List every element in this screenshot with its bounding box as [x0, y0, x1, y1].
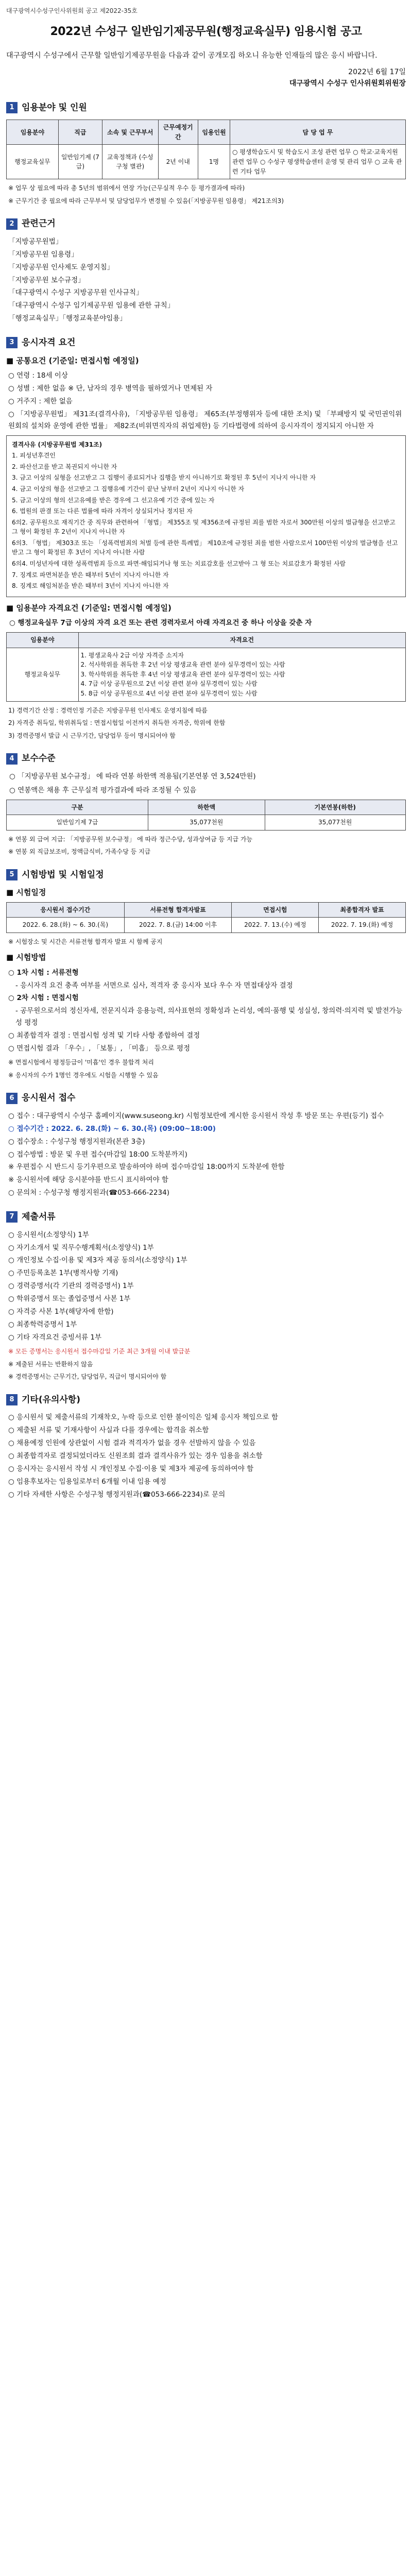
- table-header: 구분: [7, 800, 148, 815]
- req-line: 3. 학사학위를 취득한 후 4년 이상 평생교육 관련 분야 실무경력이 있는 사람: [80, 670, 285, 678]
- table-header: 하한액: [148, 800, 265, 815]
- table-cell: 일반임기제 (7급): [58, 145, 102, 179]
- table-header: 최종합격자 발표: [319, 902, 406, 918]
- table-row: [7, 648, 406, 701]
- section-title: 시험방법 및 시험일정: [22, 869, 104, 880]
- table-header: 소속 및 근무부서: [102, 120, 159, 145]
- section-5-heading: [6, 868, 406, 882]
- list-item: ○ 채용예정 인원에 상관없이 시험 결과 적격자가 없을 경우 선발하지 않을 수 있음: [8, 1439, 256, 1448]
- list-item: ○ 성별 : 제한 없음 ※ 단, 남자의 경우 병역을 필하였거나 면제된 자: [8, 384, 213, 393]
- note: ※ 연봉 외 급여 지급: 「지방공무원 보수규정」 에 따라 정근수당, 성과상여금 등 지급 가능: [8, 835, 253, 843]
- box-line: 5. 금고 이상의 형의 선고유예를 받은 경우에 그 선고유예 기간 중에 있는 자: [12, 496, 215, 504]
- note: ※ 제출된 서류는 반환하지 않음: [8, 1360, 93, 1368]
- table-cell: 행정교육실무: [7, 648, 79, 701]
- req-line: 5. 8급 이상 공무원으로 4년 이상 관련 분야 실무경력이 있는 사람: [80, 690, 258, 698]
- common-requirements-list: [6, 370, 406, 432]
- qualification-table: [6, 632, 406, 702]
- schedule-table: [6, 902, 406, 933]
- table-header: 임용분야: [7, 120, 59, 145]
- table-cell: 2022. 7. 8.(금) 14:00 이후: [124, 918, 232, 933]
- list-item: ○ 2차 시험 : 면접시험: [8, 994, 79, 1003]
- section-2-heading: [6, 217, 406, 230]
- list-item: 「지방공무원 보수규정」: [8, 276, 85, 284]
- salary-detail: ○ 연봉액은 채용 후 근무실적 평가결과에 따라 조정될 수 있음: [9, 786, 197, 794]
- note: ※ 업무 상 필요에 따라 총 5년의 범위에서 연장 가능(근무실적 우수 등 평가결과에 따라): [8, 184, 245, 192]
- list-item: ○ 최종합격자 결정 : 면접시험 성적 및 기타 사항 종합하여 결정: [8, 1031, 200, 1040]
- req-line: 4. 7급 이상 공무원으로 2년 이상 관련 분야 실무경력이 있는 사람: [80, 680, 258, 688]
- list-item: ○ 자격증 사본 1부(해당자에 한함): [8, 1308, 114, 1316]
- list-item: ○ 연령 : 18세 이상: [8, 371, 68, 380]
- disqualification-box: [6, 435, 406, 597]
- exam-method-list: [6, 967, 406, 1055]
- table-header: 임용분야: [7, 633, 79, 648]
- box-line: 6의2. 공무원으로 재직기간 중 직무와 관련하여 「형법」 제355조 및 제356조에 규정된 죄를 범한 자로서 300만원 이상의 벌금형을 선고받고 그 형이 확정된 후 2년이 지나지 아니한 자: [12, 518, 396, 536]
- req-intro: ○ 행정교육실무 7급 이상의 자격 요건 또는 관련 경력자로서 아래 자격요건 중 하나 이상을 갖춘 자: [9, 619, 312, 628]
- section-number: 1: [6, 102, 18, 113]
- section-1-heading: [6, 101, 406, 114]
- section-6-heading: [6, 1091, 406, 1105]
- section-title: 관련근거: [22, 218, 56, 229]
- table-cell: 2022. 6. 28.(화) ~ 6. 30.(목): [7, 918, 125, 933]
- list-item: ○ 문의처 : 수성구청 행정지원과(☎053-666-2234): [8, 1189, 169, 1197]
- table-header: 면접시험: [232, 902, 319, 918]
- legal-basis-list: [6, 236, 406, 325]
- req-line: 1. 평생교육사 2급 이상 자격증 소지자: [80, 651, 184, 659]
- note: 3) 경력증명서 발급 시 근무기간, 담당업무 등이 명시되어야 함: [8, 732, 176, 739]
- list-item: 「행정교육실무」「행정교육분야임용」: [8, 314, 127, 323]
- list-item: ※ 응시원서에 해당 응시분야를 반드시 표시하여야 함: [8, 1176, 168, 1184]
- list-item: ○ 자기소개서 및 직무수행계획서(소정양식) 1부: [8, 1243, 154, 1252]
- table-row: [7, 918, 406, 933]
- note: ※ 연봉 외 직급보조비, 정액급식비, 가족수당 등 지급: [8, 848, 151, 856]
- table-header: 담 당 업 무: [230, 120, 406, 145]
- req-line: 2. 석사학위를 취득한 후 2년 이상 평생교육 관련 분야 실무경력이 있는 사람: [80, 661, 285, 669]
- section-number: 5: [6, 869, 18, 880]
- list-item: ○ 최종합격자로 결정되었더라도 신원조회 결과 결격사유가 있는 경우 임용을 취소함: [8, 1451, 263, 1460]
- table-cell: 행정교육실무: [7, 145, 59, 179]
- list-item: ○ 접수방법 : 방문 및 우편 접수(마감일 18:00 도착분까지): [8, 1150, 187, 1159]
- list-item: ○ 응시원서(소정양식) 1부: [8, 1230, 89, 1239]
- list-item: 「대구광역시 수성구 지방공무원 인사규칙」: [8, 289, 143, 297]
- table-header: 직급: [58, 120, 102, 145]
- section-title: 제출서류: [22, 1212, 56, 1223]
- section-3-heading: [6, 336, 406, 349]
- table-cell: 일반임기제 7급: [7, 815, 148, 831]
- section-title: 응시자격 요건: [22, 337, 76, 348]
- note: ※ 시험장소 및 시간은 서류전형 합격자 발표 시 함께 공지: [8, 938, 163, 945]
- announce-date: 2022년 6월 17일: [348, 68, 406, 77]
- note: 1) 경력기간 산정 : 경력인정 기준은 지방공무원 인사제도 운영지침에 따름: [8, 706, 208, 714]
- table-row: [7, 145, 406, 179]
- table-cell: 2022. 7. 13.(수) 예정: [232, 918, 319, 933]
- subsection-heading: ■ 시험방법: [6, 953, 46, 962]
- section-number: 3: [6, 337, 18, 348]
- table-cell: 2년 이내: [158, 145, 198, 179]
- box-line: 2. 파산선고를 받고 복권되지 아니한 자: [12, 463, 117, 470]
- list-item: ○ 접수기간 : 2022. 6. 28.(화) ~ 6. 30.(목) (09:00~18:00): [8, 1124, 216, 1133]
- table-row: [7, 815, 406, 831]
- note: ※ 면접시험에서 평정등급이 '미흡'인 경우 불합격 처리: [8, 1059, 154, 1066]
- section-number: 8: [6, 1394, 18, 1405]
- list-item: ○ 응시자는 응시원서 작성 시 개인정보 수집·이용 및 제3자 제공에 동의하여야 함: [8, 1464, 254, 1473]
- table-header: 서류전형 합격자발표: [124, 902, 232, 918]
- subsection-heading: ■ 공통요건 (기준일: 면접시험 예정일): [6, 355, 139, 365]
- table-header: 임용인원: [198, 120, 230, 145]
- list-item: ○ 임용후보자는 임용일로부터 6개월 이내 임용 예정: [8, 1477, 166, 1486]
- table-header: 근무예정기간: [158, 120, 198, 145]
- section-title: 응시원서 접수: [22, 1093, 76, 1104]
- box-line: 8. 징계로 해임처분을 받은 때부터 3년이 지나지 아니한 자: [12, 582, 169, 590]
- box-line: 6의4. 미성년자에 대한 성폭력범죄 등으로 파면·해임되거나 형 또는 치료감호를 선고받아 그 형 또는 치료감호가 확정된 사람: [12, 560, 346, 568]
- table-header: 자격요건: [78, 633, 406, 648]
- list-item: 「대구광역시 수성구 임기제공무원 임용에 관한 규칙」: [8, 301, 175, 310]
- list-item: ○ 최종학력증명서 1부: [8, 1320, 77, 1329]
- list-item: ○ 기타 자세한 사항은 수성구청 행정지원과(☎053-666-2234)로 문의: [8, 1490, 226, 1499]
- section-4-heading: [6, 752, 406, 765]
- box-line: 6. 법원의 판결 또는 다른 법률에 따라 자격이 상실되거나 정지된 자: [12, 507, 193, 515]
- intro-text: 대구광역시 수성구에서 근무할 일반임기제공무원을 다음과 같이 공개모집 하오니 유능한 인재들의 많은 응시 바랍니다.: [6, 51, 377, 60]
- list-item: 「지방공무원 임용령」: [8, 250, 78, 259]
- table-cell: [78, 648, 406, 701]
- subsection-heading: ■ 임용분야 자격요건 (기준일: 면접시험 예정일): [6, 603, 171, 613]
- table-cell: 1명: [198, 145, 230, 179]
- table-cell: 2022. 7. 19.(화) 예정: [319, 918, 406, 933]
- list-item: 「지방공무원 인사제도 운영지침」: [8, 263, 114, 272]
- list-item: ○ 주민등록초본 1부(병적사항 기재): [8, 1269, 118, 1278]
- list-item: ○ 개인정보 수집·이용 및 제3자 제공 동의서(소정양식) 1부: [8, 1256, 187, 1265]
- section-title: 임용분야 및 인원: [22, 102, 87, 113]
- list-item: ○ 제출된 서류 및 기재사항이 사실과 다를 경우에는 합격을 취소함: [8, 1426, 209, 1435]
- list-item: ○ 거주지 : 제한 없음: [8, 397, 73, 405]
- list-item: - 공무원으로서의 정신자세, 전문지식과 응용능력, 의사표현의 정확성과 논리성, 예의·품행 및 성실성, 창의력·의지력 및 발전가능성 평정: [15, 1007, 403, 1027]
- box-line: 7. 징계로 파면처분을 받은 때부터 5년이 지나지 아니한 자: [12, 571, 169, 579]
- note: 2) 자격증 취득일, 학위취득일 : 면접시험일 이전까지 취득한 자격증, 학위에 한함: [8, 719, 226, 727]
- list-item: ○ 접수 : 대구광역시 수성구 홈페이지(www.suseong.kr) 시험정보란에 게시한 응시원서 작성 후 방문 또는 우편(등기) 접수: [8, 1111, 384, 1120]
- section-8-heading: [6, 1393, 406, 1406]
- section-title: 보수수준: [22, 753, 56, 764]
- list-item: ○ 면접시험 결과 「우수」, 「보통」, 「미흡」 등으로 평정: [8, 1044, 191, 1053]
- section-number: 4: [6, 753, 18, 765]
- table-cell: 35,077천원: [265, 815, 405, 831]
- list-item: ○ 학위증명서 또는 졸업증명서 사본 1부: [8, 1295, 131, 1303]
- list-item: ○ 응시원서 및 제출서류의 기재착오, 누락 등으로 인한 불이익은 일체 응시자 책임으로 함: [8, 1413, 278, 1422]
- note: ※ 응시자의 수가 1명인 경우에도 시험을 시행할 수 있음: [8, 1071, 159, 1079]
- salary-intro: ○ 「지방공무원 보수규정」 에 따라 연봉 하한액 적용됨(기본연봉 연 3,524만원): [9, 772, 256, 781]
- announce-org: 대구광역시 수성구 인사위원회위원장: [289, 79, 406, 88]
- box-line: 결격사유 (지방공무원법 제31조): [12, 440, 102, 448]
- table-cell: 35,077천원: [148, 815, 265, 831]
- list-item: ○ 경력증명서(각 기관의 경력증명서) 1부: [8, 1282, 134, 1291]
- table-cell: 교육정책과 (수성구청 별관): [102, 145, 159, 179]
- position-table: [6, 120, 406, 179]
- section-7-heading: [6, 1210, 406, 1224]
- list-item: ※ 우편접수 시 반드시 등기우편으로 발송하여야 하며 접수마감일 18:00까지 도착분에 한함: [8, 1163, 285, 1172]
- box-line: 3. 금고 이상의 실형을 선고받고 그 집행이 종료되거나 집행을 받지 아니하기로 확정된 후 5년이 지나지 아니한 자: [12, 474, 316, 482]
- announcement-number: 대구광역시수성구인사위원회 공고 제2022-35호: [6, 7, 138, 14]
- note: ※ 근무기간 중 필요에 따라 근무부서 및 담당업무가 변경될 수 있음(「지방공무원 임용령」 제21조의3): [8, 197, 284, 205]
- salary-table: [6, 800, 406, 831]
- notices-list: [6, 1412, 406, 1501]
- note: ※ 모든 증명서는 응시원서 접수마감일 기준 최근 3개월 이내 발급분: [8, 1348, 191, 1355]
- page-title: 2022년 수성구 일반임기제공무원(행정교육실무) 임용시험 공고: [50, 25, 362, 38]
- section-title: 기타(유의사항): [22, 1394, 81, 1405]
- subsection-heading: ■ 시험일정: [6, 888, 46, 897]
- section-number: 2: [6, 218, 18, 230]
- list-item: ○ 「지방공무원법」 제31조(결격사유), 「지방공무원 임용령」 제65조(부정행위자 등에 대한 조치) 및 「부패방지 및 국민권익위원회의 설치와 운영에 관한 법률」 제82조(비위면직자의 취업제한) 등 기타법령에 의하여 응시자격이 정지되지 아니한 자: [8, 410, 402, 430]
- box-line: 1. 피성년후견인: [12, 452, 56, 460]
- table-header: 기본연봉(하한): [265, 800, 405, 815]
- section-number: 7: [6, 1211, 18, 1223]
- documents-list: [6, 1229, 406, 1344]
- list-item: ○ 접수장소 : 수성구청 행정지원과(본관 3층): [8, 1137, 145, 1146]
- list-item: ○ 기타 자격요건 증빙서류 1부: [8, 1333, 101, 1342]
- table-cell: ○ 평생학습도시 및 학습도시 조성 관련 업무 ○ 학교·교육지원 관련 업무 ○ 수성구 평생학습센터 운영 및 관리 업무 ○ 교육 관련 기타 업무: [230, 145, 406, 179]
- list-item: - 응시자격 요건 충족 여부를 서면으로 심사, 적격자 중 응시자 보다 우수 자 면접대상자 결정: [15, 981, 293, 990]
- application-list: [6, 1110, 406, 1199]
- box-line: 4. 금고 이상의 형을 선고받고 그 집행유예 기간이 끝난 날부터 2년이 지나지 아니한 자: [12, 485, 245, 493]
- box-line: 6의3. 「형법」 제303조 또는 「성폭력범죄의 처벌 등에 관한 특례법」 제10조에 규정된 죄를 범한 사람으로서 100만원 이상의 벌금형을 선고받고 그 형이 확정된 후 3년이 지나지 아니한 사람: [12, 539, 398, 556]
- list-item: ○ 1차 시험 : 서류전형: [8, 968, 79, 977]
- table-header: 응시원서 접수기간: [7, 902, 125, 918]
- section-number: 6: [6, 1093, 18, 1104]
- list-item: 「지방공무원법」: [8, 237, 63, 246]
- note: ※ 경력증명서는 근무기간, 담당업무, 직급이 명시되어야 함: [8, 1373, 167, 1381]
